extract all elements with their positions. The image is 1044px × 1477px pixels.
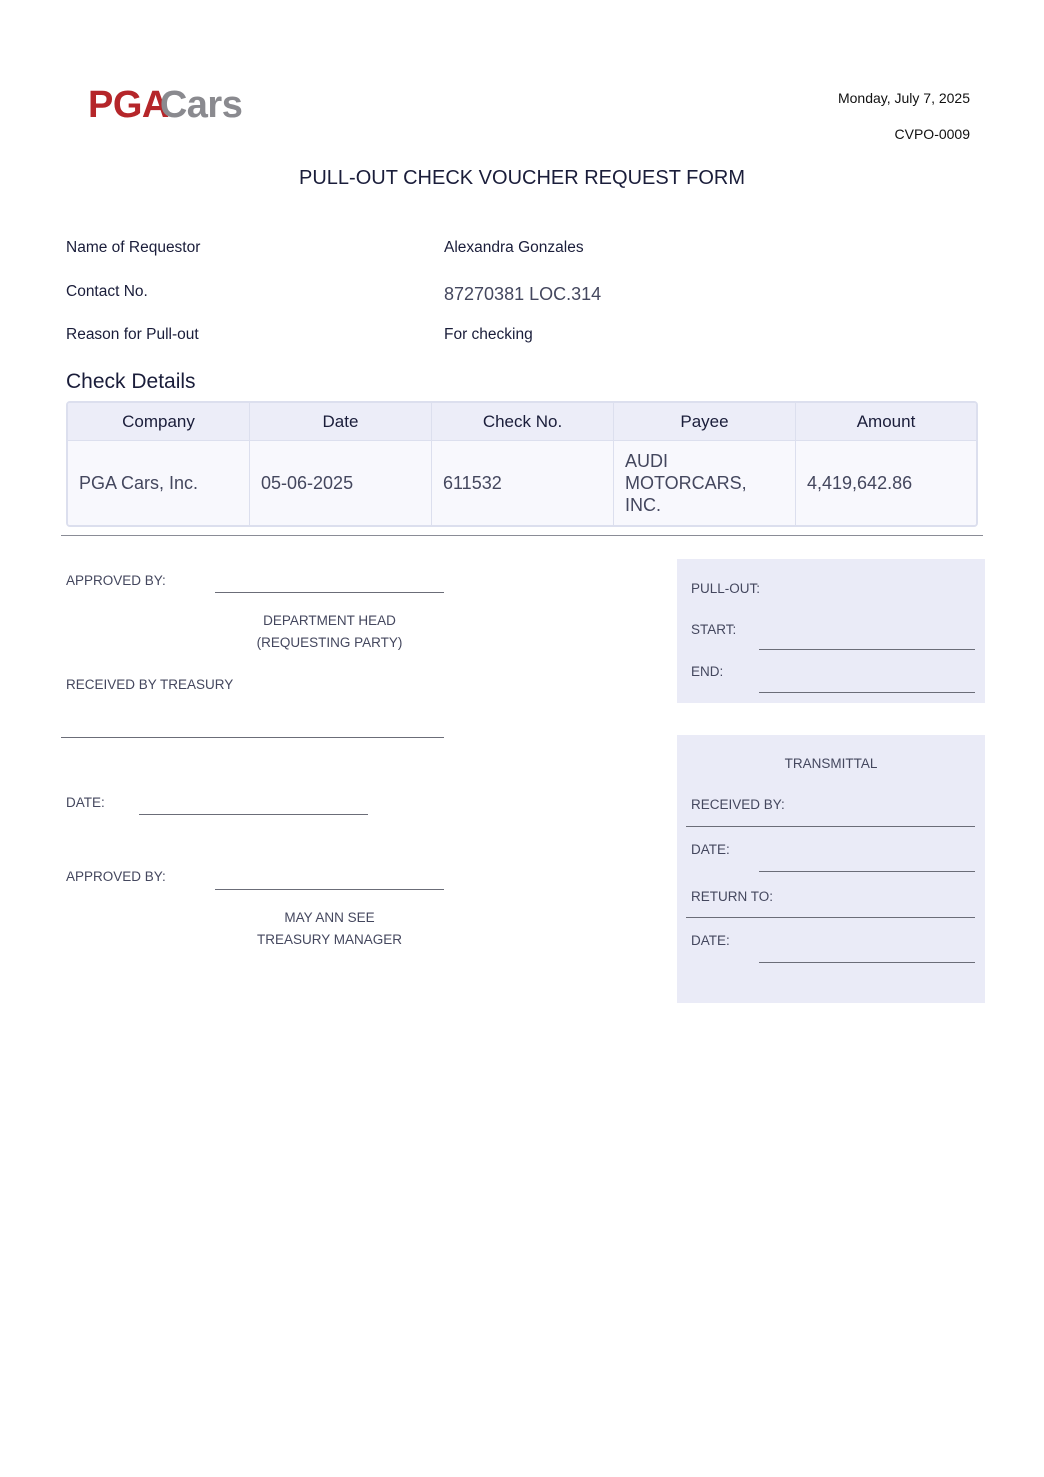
pullout-label: PULL-OUT: [691, 581, 761, 596]
return-to-line [686, 917, 975, 918]
department-head-line2: (REQUESTING PARTY) [256, 635, 403, 650]
treasury-manager-title: TREASURY MANAGER [256, 932, 403, 947]
date-label: DATE: [66, 795, 105, 810]
end-line [759, 692, 975, 693]
column-header-check-no: Check No. [432, 403, 614, 441]
check-details-table [66, 401, 978, 527]
reason-label: Reason for Pull-out [66, 326, 199, 343]
section-divider [61, 535, 983, 536]
table-row [68, 441, 976, 525]
header-date: Monday, July 7, 2025 [837, 90, 970, 106]
start-line [759, 649, 975, 650]
transmittal-received-by-label: RECEIVED BY: [691, 797, 785, 812]
transmittal-received-by-line [686, 826, 975, 827]
form-title: PULL-OUT CHECK VOUCHER REQUEST FORM [299, 167, 745, 189]
company-logo [88, 84, 242, 127]
cell-payee: AUDI MOTORCARS, INC. [614, 441, 796, 525]
treasury-manager-name: MAY ANN SEE [284, 910, 375, 925]
approved-by-signature-line-2 [215, 889, 444, 890]
transmittal-date-label-1: DATE: [691, 842, 730, 857]
department-head-line1: DEPARTMENT HEAD [263, 613, 396, 628]
reason-value: For checking [444, 326, 533, 343]
transmittal-date-label-2: DATE: [691, 933, 730, 948]
cell-company: PGA Cars, Inc. [68, 441, 250, 525]
column-header-payee: Payee [614, 403, 796, 441]
contact-label: Contact No. [66, 283, 148, 300]
date-line [139, 814, 368, 815]
start-label: START: [691, 622, 737, 637]
approved-by-label-2: APPROVED BY: [66, 869, 166, 884]
transmittal-panel [677, 735, 985, 1003]
cell-amount: 4,419,642.86 [796, 441, 976, 525]
voucher-code: CVPO-0009 [894, 126, 970, 142]
transmittal-date-line-2 [759, 962, 975, 963]
logo-text-pga: PGA [88, 84, 169, 126]
treasury-manager-caption [215, 907, 444, 951]
contact-value: 87270381 LOC.314 [444, 284, 602, 304]
column-header-amount: Amount [796, 403, 976, 441]
column-header-date: Date [250, 403, 432, 441]
approved-by-signature-line-1 [215, 592, 444, 593]
end-label: END: [691, 664, 724, 679]
department-head-caption [215, 610, 444, 654]
received-by-treasury-line [61, 737, 444, 738]
return-to-label: RETURN TO: [691, 889, 774, 904]
logo-text-cars: Cars [159, 84, 243, 126]
column-header-company: Company [68, 403, 250, 441]
approved-by-label-1: APPROVED BY: [66, 573, 166, 588]
table-header-row [68, 403, 976, 441]
received-by-treasury-label: RECEIVED BY TREASURY [66, 677, 234, 692]
transmittal-date-line-1 [759, 871, 975, 872]
cell-check-no: 611532 [432, 441, 614, 525]
check-details-title: Check Details [66, 370, 196, 393]
pullout-panel [677, 559, 985, 703]
transmittal-title: TRANSMITTAL [784, 756, 878, 771]
requestor-name-label: Name of Requestor [66, 239, 201, 256]
cell-date: 05-06-2025 [250, 441, 432, 525]
requestor-name-value: Alexandra Gonzales [444, 239, 584, 256]
